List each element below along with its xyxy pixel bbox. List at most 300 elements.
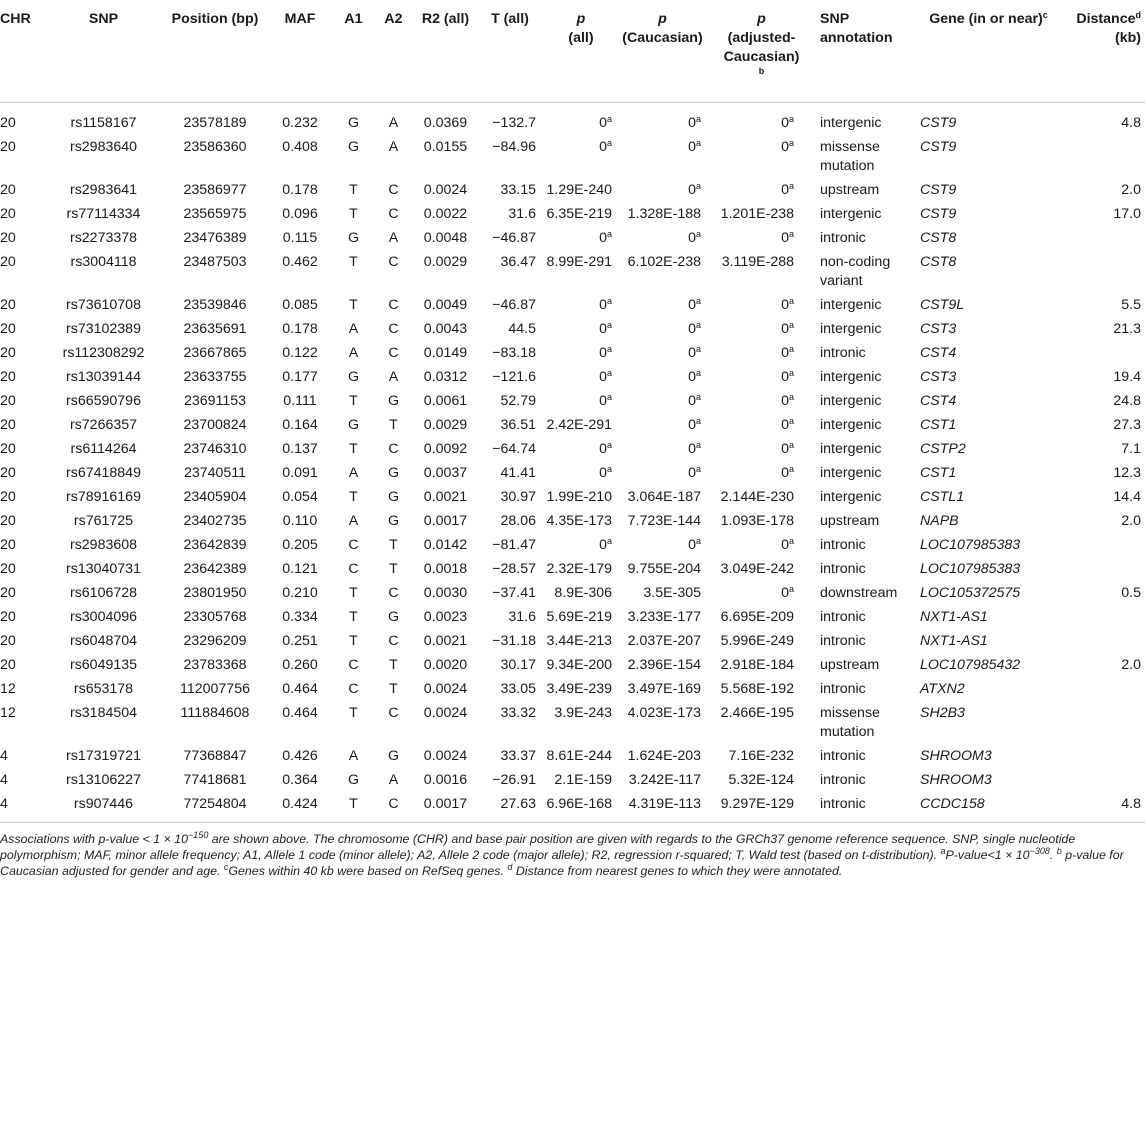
cell-snp: rs907446 xyxy=(73,796,134,812)
cell-p-adjusted xyxy=(707,675,816,699)
cell-p-adjusted xyxy=(707,339,816,363)
cell-snp: rs2983641 xyxy=(69,182,138,198)
cell-p-all-value: 2.1E-159 xyxy=(554,772,612,788)
cell-p-caucasian xyxy=(618,742,707,766)
cell-r2: 0.0048 xyxy=(423,230,468,246)
cell-p-caucasian-mark: a xyxy=(695,368,701,378)
table-body xyxy=(0,103,1145,815)
cell-p-caucasian xyxy=(618,339,707,363)
footnote-d-text: Distance from nearest genes to which they were annotated. xyxy=(512,864,843,878)
cell-a1: C xyxy=(348,537,359,553)
cell-snp: rs77114334 xyxy=(66,206,141,222)
cell-a2: C xyxy=(388,254,399,270)
cell-annotation: upstream xyxy=(820,657,880,673)
cell-p-all xyxy=(544,699,618,742)
cell-p-caucasian-value: 0 xyxy=(688,297,696,313)
cell-p-adjusted-mark: a xyxy=(788,536,794,546)
cell-a2: C xyxy=(388,705,399,721)
cell-p-caucasian xyxy=(618,675,707,699)
cell-r2: 0.0092 xyxy=(423,441,468,457)
header-p-all-sub: (all) xyxy=(568,30,594,46)
cell-p-adjusted-value: 0 xyxy=(781,230,789,246)
cell-snp: rs13106227 xyxy=(66,772,141,788)
cell-distance xyxy=(1057,339,1145,363)
cell-p-all xyxy=(544,579,618,603)
cell-p-caucasian-value: 0 xyxy=(688,393,696,409)
cell-p-all xyxy=(544,742,618,766)
cell-maf: 0.260 xyxy=(282,657,318,673)
cell-p-adjusted-mark: a xyxy=(788,181,794,191)
cell-maf: 0.115 xyxy=(282,230,318,246)
cell-a2: C xyxy=(388,633,399,649)
cell-maf: 0.205 xyxy=(282,537,318,553)
cell-p-caucasian xyxy=(618,651,707,675)
cell-t: 28.06 xyxy=(500,513,536,529)
cell-p-adjusted-value: 0 xyxy=(781,321,789,337)
cell-p-caucasian-mark: a xyxy=(695,114,701,124)
cell-a1: G xyxy=(347,417,360,433)
cell-snp: rs17319721 xyxy=(66,748,141,764)
cell-distance: 5.5 xyxy=(1121,297,1141,313)
cell-p-adjusted xyxy=(707,766,816,790)
cell-distance: 2.0 xyxy=(1121,513,1141,529)
cell-position: 77418681 xyxy=(183,772,247,788)
cell-p-caucasian-value: 3.5E-305 xyxy=(643,585,701,601)
cell-t: 36.47 xyxy=(500,254,536,270)
cell-a2: G xyxy=(387,609,400,625)
cell-maf: 0.334 xyxy=(282,609,318,625)
cell-p-caucasian-value: 9.755E-204 xyxy=(627,561,701,577)
table-row xyxy=(0,766,1145,790)
cell-maf: 0.178 xyxy=(282,321,318,337)
cell-p-all xyxy=(544,103,618,134)
header-chr: CHR xyxy=(0,0,42,103)
cell-p-caucasian-mark: a xyxy=(695,536,701,546)
cell-r2: 0.0017 xyxy=(423,513,468,529)
cell-t: −83.18 xyxy=(492,345,536,361)
cell-p-caucasian xyxy=(618,435,707,459)
cell-a2: A xyxy=(388,139,399,155)
cell-p-all-value: 8.61E-244 xyxy=(546,748,612,764)
cell-a2: G xyxy=(387,748,400,764)
cell-r2: 0.0029 xyxy=(423,254,468,270)
cell-a1: T xyxy=(349,585,358,601)
table-row xyxy=(0,339,1145,363)
cell-a1: A xyxy=(348,748,359,764)
cell-a1: T xyxy=(349,206,358,222)
table-row xyxy=(0,248,1145,291)
cell-t: −37.41 xyxy=(492,585,536,601)
cell-gene: CSTL1 xyxy=(920,489,965,505)
cell-p-caucasian-value: 0 xyxy=(688,417,696,433)
cell-snp: rs6114264 xyxy=(70,441,137,457)
cell-p-caucasian-mark: a xyxy=(695,344,701,354)
cell-chr: 20 xyxy=(0,513,16,529)
cell-annotation: intronic xyxy=(820,772,866,788)
cell-t: 31.6 xyxy=(508,609,536,625)
cell-p-caucasian-mark: a xyxy=(695,138,701,148)
cell-annotation: intronic xyxy=(820,537,866,553)
cell-chr: 20 xyxy=(0,441,16,457)
cell-distance: 17.0 xyxy=(1113,206,1141,222)
cell-p-all-value: 1.99E-210 xyxy=(546,489,612,505)
cell-distance: 4.8 xyxy=(1121,796,1141,812)
cell-annotation: intronic xyxy=(820,561,866,577)
cell-distance: 14.4 xyxy=(1113,489,1141,505)
cell-p-adjusted-value: 0 xyxy=(781,297,789,313)
cell-p-all-mark: a xyxy=(606,392,612,402)
cell-annotation: intergenic xyxy=(820,417,882,433)
cell-p-adjusted-mark: a xyxy=(788,320,794,330)
cell-p-caucasian xyxy=(618,176,707,200)
cell-annotation: intergenic xyxy=(820,115,882,131)
cell-a1: T xyxy=(349,441,358,457)
cell-distance: 21.3 xyxy=(1113,321,1141,337)
cell-p-all-value: 2.42E-291 xyxy=(546,417,612,433)
cell-p-adjusted xyxy=(707,651,816,675)
cell-position: 23586977 xyxy=(183,182,247,198)
cell-p-all xyxy=(544,675,618,699)
table-row xyxy=(0,291,1145,315)
cell-r2: 0.0022 xyxy=(423,206,468,222)
cell-p-adjusted xyxy=(707,103,816,134)
cell-p-adjusted-value: 0 xyxy=(781,182,789,198)
table-row xyxy=(0,103,1145,134)
cell-a2: A xyxy=(388,772,399,788)
cell-snp: rs73102389 xyxy=(66,321,141,337)
cell-maf: 0.408 xyxy=(282,139,318,155)
cell-chr: 20 xyxy=(0,633,16,649)
cell-p-caucasian-value: 1.624E-203 xyxy=(627,748,701,764)
footnote-c-text: Genes within 40 kb were based on RefSeq genes. xyxy=(228,864,508,878)
cell-a1: G xyxy=(347,139,360,155)
footnote-a-text-exp: −308 xyxy=(1029,846,1050,856)
cell-p-adjusted-value: 0 xyxy=(781,115,789,131)
cell-position: 23700824 xyxy=(183,417,247,433)
cell-p-adjusted-value: 9.297E-129 xyxy=(720,796,794,812)
cell-p-caucasian-mark: a xyxy=(695,416,701,426)
cell-t: −64.74 xyxy=(492,441,536,457)
cell-annotation: intergenic xyxy=(820,441,882,457)
cell-maf: 0.462 xyxy=(282,254,318,270)
cell-annotation: intronic xyxy=(820,681,866,697)
cell-p-adjusted xyxy=(707,291,816,315)
cell-chr: 20 xyxy=(0,230,16,246)
cell-p-all-mark: a xyxy=(606,229,612,239)
cell-snp: rs66590796 xyxy=(66,393,141,409)
cell-p-all-value: 1.29E-240 xyxy=(546,182,612,198)
cell-chr: 12 xyxy=(0,705,16,721)
cell-maf: 0.178 xyxy=(282,182,318,198)
cell-p-caucasian-mark: a xyxy=(695,229,701,239)
cell-p-all-mark: a xyxy=(606,440,612,450)
cell-chr: 20 xyxy=(0,182,16,198)
cell-distance: 0.5 xyxy=(1121,585,1141,601)
cell-snp: rs1158167 xyxy=(70,115,137,131)
table-row xyxy=(0,790,1145,814)
cell-snp: rs2983608 xyxy=(69,537,138,553)
cell-a2: C xyxy=(388,441,399,457)
cell-p-all-mark: a xyxy=(606,320,612,330)
cell-p-all xyxy=(544,411,618,435)
cell-p-adjusted-value: 6.695E-209 xyxy=(720,609,794,625)
cell-gene: ATXN2 xyxy=(920,681,965,697)
cell-annotation: intronic xyxy=(820,230,866,246)
table-row xyxy=(0,224,1145,248)
cell-a2: C xyxy=(388,796,399,812)
cell-r2: 0.0037 xyxy=(423,465,468,481)
cell-p-adjusted-mark: a xyxy=(788,440,794,450)
cell-a2: G xyxy=(387,465,400,481)
cell-p-adjusted xyxy=(707,555,816,579)
cell-p-all xyxy=(544,483,618,507)
cell-p-caucasian-value: 6.102E-238 xyxy=(627,254,701,270)
cell-p-all xyxy=(544,291,618,315)
table-row xyxy=(0,133,1145,176)
cell-t: 31.6 xyxy=(508,206,536,222)
header-gene-label: Gene (in or near) xyxy=(929,11,1043,27)
cell-maf: 0.251 xyxy=(282,633,318,649)
cell-distance: 2.0 xyxy=(1121,657,1141,673)
cell-maf: 0.232 xyxy=(282,115,318,131)
cell-p-caucasian xyxy=(618,411,707,435)
cell-distance xyxy=(1057,133,1145,176)
cell-p-caucasian-mark: a xyxy=(695,440,701,450)
cell-p-all-value: 0 xyxy=(599,297,607,313)
cell-maf: 0.137 xyxy=(282,441,318,457)
cell-r2: 0.0149 xyxy=(423,345,468,361)
cell-p-all-value: 0 xyxy=(599,115,607,131)
cell-p-caucasian-value: 0 xyxy=(688,182,696,198)
cell-a2: T xyxy=(389,681,398,697)
cell-r2: 0.0017 xyxy=(423,796,468,812)
cell-annotation: intronic xyxy=(820,345,866,361)
cell-p-all-value: 8.99E-291 xyxy=(546,254,612,270)
cell-p-all xyxy=(544,363,618,387)
cell-p-caucasian-mark: a xyxy=(695,464,701,474)
cell-r2: 0.0021 xyxy=(423,633,468,649)
cell-p-all xyxy=(544,790,618,814)
cell-maf: 0.054 xyxy=(282,489,318,505)
cell-p-all-mark: a xyxy=(606,464,612,474)
cell-r2: 0.0043 xyxy=(423,321,468,337)
cell-p-adjusted-value: 2.918E-184 xyxy=(720,657,794,673)
cell-p-all xyxy=(544,766,618,790)
cell-annotation: intergenic xyxy=(820,369,882,385)
cell-p-all xyxy=(544,531,618,555)
cell-p-all xyxy=(544,133,618,176)
cell-p-adjusted xyxy=(707,699,816,742)
header-a1: A1 xyxy=(335,0,372,103)
cell-r2: 0.0155 xyxy=(423,139,468,155)
cell-chr: 20 xyxy=(0,139,16,155)
cell-p-caucasian xyxy=(618,248,707,291)
cell-a1: G xyxy=(347,230,360,246)
cell-p-all xyxy=(544,459,618,483)
cell-p-adjusted-value: 5.32E-124 xyxy=(728,772,794,788)
cell-gene: CST3 xyxy=(920,369,957,385)
cell-p-caucasian xyxy=(618,315,707,339)
cell-chr: 20 xyxy=(0,561,16,577)
cell-annotation: missense mutation xyxy=(820,139,880,174)
footnote-line1-b: are shown above. The chromosome (CHR) and base pair position are given with regards to the GRCh37 genome reference sequence. SNP, single nucleotide polymorphism; MAF, minor allele frequency; A1, Allele 1 code (minor allele); A2, Allele 2 code (major allele); R2, regression r-squared; T, Wald test (based on t-distribution). xyxy=(0,832,1076,862)
footnote-b-mark: b xyxy=(1056,846,1062,856)
cell-p-adjusted-mark: a xyxy=(788,229,794,239)
cell-annotation: non-coding variant xyxy=(820,254,891,289)
table-row xyxy=(0,315,1145,339)
cell-p-adjusted xyxy=(707,531,816,555)
cell-gene: NXT1-AS1 xyxy=(920,633,988,649)
cell-position: 23578189 xyxy=(183,115,247,131)
cell-a2: C xyxy=(388,297,399,313)
cell-p-all xyxy=(544,200,618,224)
cell-a2: T xyxy=(389,657,398,673)
cell-p-all xyxy=(544,627,618,651)
footnote-a-mark: a xyxy=(940,846,946,856)
cell-p-adjusted xyxy=(707,579,816,603)
cell-p-caucasian xyxy=(618,200,707,224)
header-a2: A2 xyxy=(372,0,415,103)
cell-p-caucasian-mark: a xyxy=(695,320,701,330)
cell-p-adjusted-value: 1.093E-178 xyxy=(720,513,794,529)
cell-p-all-value: 4.35E-173 xyxy=(546,513,612,529)
cell-p-all xyxy=(544,603,618,627)
cell-annotation: upstream xyxy=(820,513,880,529)
cell-p-adjusted xyxy=(707,387,816,411)
cell-gene: CST9 xyxy=(920,139,957,155)
cell-position: 23801950 xyxy=(183,585,247,601)
cell-t: −84.96 xyxy=(492,139,536,155)
cell-gene: CST8 xyxy=(920,230,957,246)
cell-p-caucasian xyxy=(618,555,707,579)
cell-r2: 0.0020 xyxy=(423,657,468,673)
cell-position: 77368847 xyxy=(183,748,247,764)
cell-snp: rs7266357 xyxy=(69,417,138,433)
cell-gene: LOC107985383 xyxy=(920,537,1021,553)
header-r2: R2 (all) xyxy=(415,0,476,103)
cell-gene: NAPB xyxy=(920,513,959,529)
cell-maf: 0.091 xyxy=(282,465,318,481)
cell-chr: 20 xyxy=(0,254,16,270)
cell-snp: rs6106728 xyxy=(69,585,138,601)
cell-position: 23642389 xyxy=(183,561,247,577)
cell-t: −28.57 xyxy=(492,561,536,577)
cell-maf: 0.111 xyxy=(283,393,317,409)
table-row xyxy=(0,411,1145,435)
cell-p-adjusted-mark: a xyxy=(788,368,794,378)
cell-a1: T xyxy=(349,254,358,270)
cell-distance: 7.1 xyxy=(1121,441,1141,457)
cell-maf: 0.085 xyxy=(282,297,318,313)
cell-snp: rs112308292 xyxy=(62,345,145,361)
cell-p-adjusted xyxy=(707,176,816,200)
cell-t: −46.87 xyxy=(492,297,536,313)
cell-distance xyxy=(1057,224,1145,248)
cell-r2: 0.0023 xyxy=(423,609,468,625)
cell-maf: 0.096 xyxy=(282,206,318,222)
cell-t: 27.63 xyxy=(500,796,536,812)
cell-maf: 0.424 xyxy=(282,796,318,812)
cell-chr: 20 xyxy=(0,609,16,625)
cell-t: −81.47 xyxy=(492,537,536,553)
cell-snp: rs3004096 xyxy=(69,609,138,625)
cell-distance xyxy=(1057,742,1145,766)
cell-distance: 12.3 xyxy=(1113,465,1141,481)
cell-maf: 0.364 xyxy=(282,772,318,788)
table-row xyxy=(0,603,1145,627)
cell-distance xyxy=(1057,603,1145,627)
cell-gene: CSTP2 xyxy=(920,441,966,457)
cell-a2: G xyxy=(387,489,400,505)
cell-gene: CST9 xyxy=(920,206,957,222)
table-row xyxy=(0,531,1145,555)
cell-t: −46.87 xyxy=(492,230,536,246)
cell-p-all-value: 5.69E-219 xyxy=(546,609,612,625)
cell-p-all-mark: a xyxy=(606,536,612,546)
cell-p-all xyxy=(544,651,618,675)
cell-chr: 20 xyxy=(0,537,16,553)
cell-annotation: intronic xyxy=(820,796,866,812)
cell-p-adjusted-value: 5.996E-249 xyxy=(720,633,794,649)
cell-gene: SHROOM3 xyxy=(920,748,992,764)
cell-p-adjusted xyxy=(707,483,816,507)
cell-position: 23635691 xyxy=(183,321,247,337)
cell-chr: 20 xyxy=(0,585,16,601)
cell-p-adjusted-value: 0 xyxy=(781,537,789,553)
cell-p-all-value: 8.9E-306 xyxy=(554,585,612,601)
cell-chr: 20 xyxy=(0,489,16,505)
cell-p-adjusted-value: 0 xyxy=(781,345,789,361)
cell-p-adjusted-value: 0 xyxy=(781,417,789,433)
cell-p-adjusted-value: 0 xyxy=(781,369,789,385)
cell-p-all xyxy=(544,248,618,291)
cell-snp: rs6048704 xyxy=(69,633,138,649)
cell-a1: A xyxy=(348,345,359,361)
cell-p-all xyxy=(544,224,618,248)
cell-snp: rs2273378 xyxy=(69,230,138,246)
cell-p-caucasian-value: 0 xyxy=(688,321,696,337)
header-p-all-symbol: p xyxy=(576,11,586,27)
header-p-adjusted xyxy=(707,0,816,103)
cell-a1: T xyxy=(349,633,358,649)
cell-chr: 20 xyxy=(0,345,16,361)
table-row xyxy=(0,459,1145,483)
cell-chr: 4 xyxy=(0,748,8,764)
cell-a2: T xyxy=(389,561,398,577)
cell-maf: 0.121 xyxy=(282,561,318,577)
table-row xyxy=(0,555,1145,579)
cell-distance xyxy=(1057,699,1145,742)
cell-p-all xyxy=(544,315,618,339)
table-row xyxy=(0,435,1145,459)
cell-snp: rs73610708 xyxy=(66,297,141,313)
cell-p-adjusted-mark: a xyxy=(788,138,794,148)
cell-gene: CST4 xyxy=(920,345,957,361)
cell-annotation: downstream xyxy=(820,585,898,601)
cell-chr: 20 xyxy=(0,417,16,433)
cell-chr: 20 xyxy=(0,393,16,409)
cell-position: 23783368 xyxy=(183,657,247,673)
cell-p-adjusted xyxy=(707,627,816,651)
cell-distance xyxy=(1057,627,1145,651)
cell-chr: 20 xyxy=(0,321,16,337)
cell-chr: 20 xyxy=(0,369,16,385)
header-p-all xyxy=(544,0,618,103)
cell-p-caucasian-value: 4.023E-173 xyxy=(627,705,701,721)
cell-gene: CST4 xyxy=(920,393,957,409)
cell-a1: T xyxy=(349,609,358,625)
cell-a1: G xyxy=(347,115,360,131)
